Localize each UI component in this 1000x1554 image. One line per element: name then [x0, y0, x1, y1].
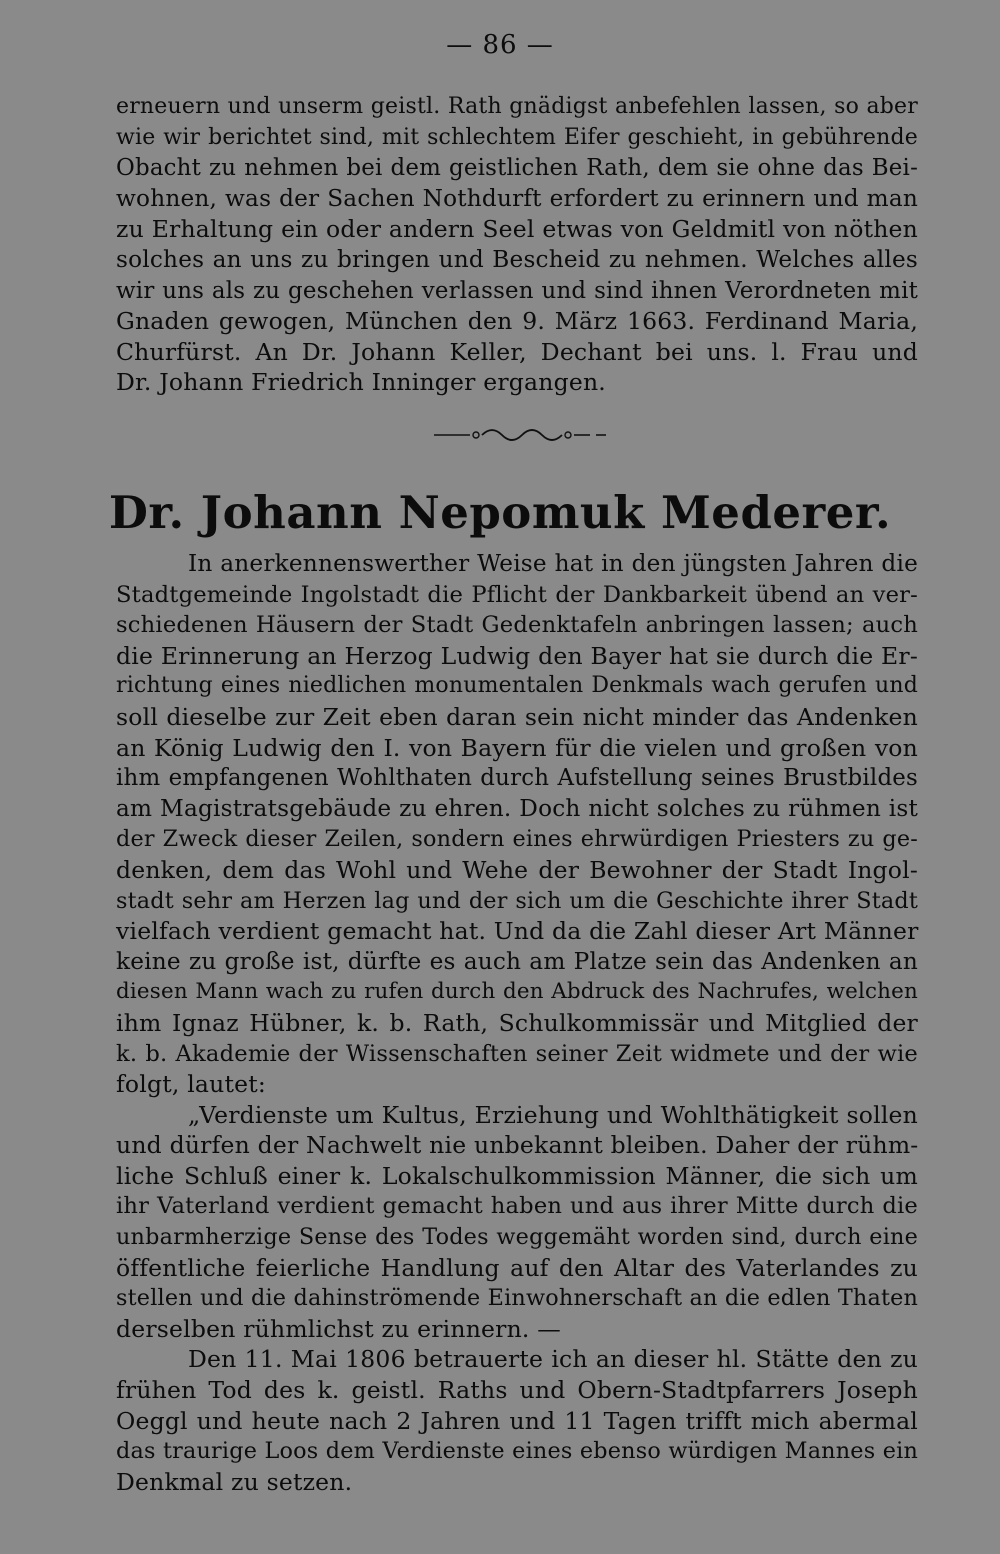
text-line: diesen Mann wach zu rufen durch den Abdruck des Nachrufes, welchen: [116, 979, 918, 1005]
text-line: Den 11. Mai 1806 betrauerte ich an dieser hl. Stätte den zu: [188, 1345, 918, 1374]
text-line: denken, dem das Wohl und Wehe der Bewohner der Stadt Ingol-: [116, 855, 918, 884]
text-line: ihm Ignaz Hübner, k. b. Rath, Schulkommissär und Mitglied der: [116, 1008, 918, 1037]
text-line: die Erinnerung an Herzog Ludwig den Bayer hat sie durch die Er-: [116, 641, 918, 670]
text-line: stellen und die dahinströmende Einwohnerschaft an die edlen Thaten: [116, 1285, 919, 1312]
continued-paragraph: [116, 92, 918, 398]
text-line: öffentliche feierliche Handlung auf den Altar des Vaterlandes zu: [116, 1253, 918, 1282]
text-line: vielfach verdient gemacht hat. Und da die Zahl dieser Art Männer: [116, 917, 919, 946]
article-body: [116, 549, 918, 1497]
text-line: erneuern und unserm geistl. Rath gnädigst anbefehlen lassen, so aber: [116, 94, 918, 119]
text-line: derselben rühmlichst zu erinnern. —: [116, 1314, 561, 1343]
text-line: wir uns als zu geschehen verlassen und sind ihnen Verordneten mit: [116, 277, 918, 304]
article-title: Dr. Johann Nepomuk Mederer.: [108, 486, 892, 539]
text-line: das traurige Loos dem Verdienste eines ebenso würdigen Mannes ein: [116, 1438, 918, 1465]
text-line: schiedenen Häusern der Stadt Gedenktafeln anbringen lassen; auch: [116, 612, 918, 639]
text-line: am Magistratsgebäude zu ehren. Doch nicht solches zu rühmen ist: [116, 794, 918, 822]
text-line: liche Schluß einer k. Lokalschulkommission Männer, die sich um: [116, 1161, 918, 1190]
text-line: k. b. Akademie der Wissenschaften seiner Zeit widmete und der wie: [116, 1040, 918, 1067]
text-line: unbarmherzige Sense des Todes weggemäht worden sind, durch eine: [116, 1224, 918, 1251]
text-line: In anerkennenswerther Weise hat in den jüngsten Jahren die: [188, 550, 918, 577]
text-line: Gnaden gewogen, München den 9. März 1663. Ferdinand Maria,: [116, 307, 918, 336]
text-line: richtung eines niedlichen monumentalen Denkmals wach gerufen und: [116, 673, 918, 699]
text-line: Dr. Johann Friedrich Inninger ergangen.: [116, 368, 606, 397]
text-line: frühen Tod des k. geistl. Raths und Obern-Stadtpfarrers Joseph: [116, 1376, 918, 1405]
text-line: Oeggl und heute nach 2 Jahren und 11 Tagen trifft mich abermal: [116, 1406, 918, 1435]
text-line: Obacht zu nehmen bei dem geistlichen Rath, dem sie ohne das Bei-: [116, 155, 918, 182]
text-line: und dürfen der Nachwelt nie unbekannt bleiben. Daher der rühm-: [116, 1131, 919, 1160]
text-line: folgt, lautet:: [116, 1070, 266, 1099]
text-line: zu Erhaltung ein oder andern Seel etwas von Geldmitl von nöthen: [116, 215, 918, 244]
text-line: soll dieselbe zur Zeit eben daran sein nicht minder das Andenken: [116, 702, 918, 731]
text-line: der Zweck dieser Zeilen, sondern eines ehrwürdigen Priesters zu ge-: [116, 826, 918, 853]
text-line: an König Ludwig den I. von Bayern für die vielen und großen von: [116, 733, 918, 762]
text-line: Denkmal zu setzen.: [116, 1467, 353, 1496]
text-line: solches an uns zu bringen und Bescheid zu nehmen. Welches alles: [116, 245, 918, 273]
text-line: Stadtgemeinde Ingolstadt die Pflicht der Dankbarkeit übend an ver-: [116, 581, 918, 608]
text-line: ihr Vaterland verdient gemacht haben und aus ihrer Mitte durch die: [116, 1193, 918, 1220]
ornament-divider: [430, 420, 610, 450]
text-line: ihm empfangenen Wohlthaten durch Aufstellung seines Brustbildes: [116, 765, 918, 792]
text-line: wohnen, was der Sachen Nothdurft erfordert zu erinnern und man: [116, 184, 918, 212]
text-line: Churfürst. An Dr. Johann Keller, Dechant bei uns. l. Frau und: [116, 337, 918, 366]
text-line: „Verdienste um Kultus, Erziehung und Wohlthätigkeit sollen: [188, 1100, 918, 1129]
text-line: keine zu große ist, dürfte es auch am Platze sein das Andenken an: [116, 947, 918, 975]
text-line: wie wir berichtet sind, mit schlechtem Eifer geschieht, in gebührende: [116, 124, 918, 150]
page-number: — 86 —: [446, 30, 554, 60]
text-line: stadt sehr am Herzen lag und der sich um die Geschichte ihrer Stadt: [116, 887, 918, 914]
